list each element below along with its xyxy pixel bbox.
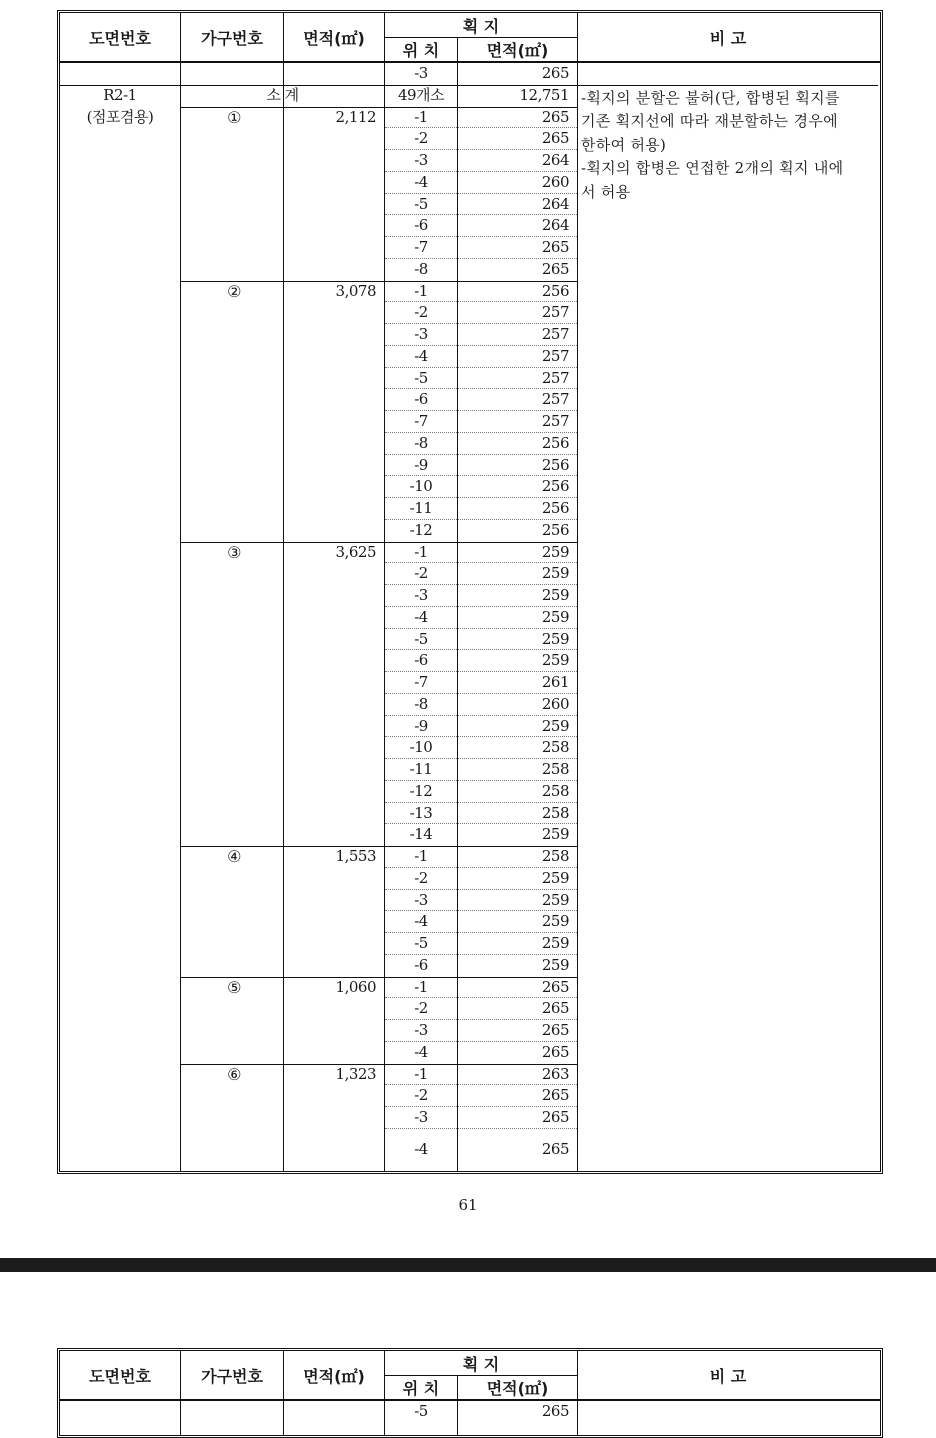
block-number: ⑤: [227, 977, 241, 997]
header-lot-group: 획 지: [462, 16, 500, 36]
lot-location: -1: [414, 107, 428, 126]
lot-location: -4: [414, 912, 428, 931]
drawing-use: (점포겸용): [86, 107, 154, 126]
table-row: [60, 389, 880, 411]
lot-area: 259: [541, 564, 569, 583]
subtotal-count: 49개소: [397, 85, 445, 104]
lot-area: 265: [541, 1402, 569, 1420]
remark-line: -획지의 합병은 연접한 2개의 획지 내에: [581, 159, 844, 178]
lot-area: 259: [541, 716, 569, 735]
block-area: 1,060: [335, 977, 376, 996]
lot-location: -6: [414, 651, 428, 670]
header-drawing-no: 도면번호: [89, 28, 151, 48]
lot-area: 265: [541, 999, 569, 1018]
lot-area: 263: [541, 1064, 569, 1083]
lot-location: -3: [414, 151, 428, 169]
lot-location: -9: [414, 455, 428, 474]
lot-location: -8: [414, 433, 428, 452]
lot-location: -3: [414, 890, 428, 909]
lot-location: -7: [414, 673, 428, 691]
table-row: [60, 476, 880, 498]
lot-location: -3: [414, 1108, 428, 1126]
header-block-no: 가구번호: [201, 1366, 263, 1386]
table-row: [60, 107, 880, 129]
lot-location: -4: [414, 346, 428, 365]
block-area: 3,078: [335, 281, 376, 300]
block-number: ⑥: [227, 1064, 241, 1084]
lot-location: -6: [414, 216, 428, 235]
lot-area: 257: [541, 346, 569, 365]
subtotal-area: 12,751: [519, 85, 569, 104]
table-row: [60, 933, 880, 955]
table-row: [60, 737, 880, 759]
table-row: [60, 1107, 880, 1129]
lot-area: 259: [541, 607, 569, 626]
page-number: 61: [458, 1196, 478, 1214]
block-number: ①: [227, 107, 241, 127]
lot-location: -14: [409, 825, 433, 844]
block-area: 1,323: [335, 1064, 376, 1083]
lot-area: 259: [541, 825, 569, 844]
table-row: [60, 781, 880, 803]
lot-table-next-page: [57, 1348, 883, 1438]
lot-location: -11: [409, 499, 433, 517]
header-remarks: 비 고: [709, 28, 747, 48]
table-row: [60, 585, 880, 607]
lot-location: -2: [414, 1086, 428, 1105]
table-header-next: [60, 1351, 880, 1401]
lot-area: 256: [541, 499, 569, 517]
table-row: [60, 368, 880, 390]
header-location: 위 치: [402, 1378, 440, 1398]
lot-area: 257: [541, 412, 569, 430]
header-lot-area: 면적(㎡): [486, 40, 549, 60]
lot-area: 258: [541, 847, 569, 865]
header-drawing-no: 도면번호: [89, 1366, 151, 1386]
block-area: 2,112: [335, 107, 376, 126]
table-row: [60, 998, 880, 1020]
table-row: [60, 498, 880, 520]
lot-area: 265: [541, 107, 569, 126]
lot-location: -5: [414, 629, 428, 648]
table-row: [60, 607, 880, 629]
lot-area: 259: [541, 651, 569, 670]
lot-area: 259: [541, 955, 569, 974]
lot-area: 265: [541, 64, 569, 82]
table-row: [60, 63, 880, 85]
table-row: [60, 846, 880, 868]
lot-area: 265: [541, 1139, 569, 1158]
table-row: [60, 302, 880, 324]
table-row: [60, 1020, 880, 1042]
lot-location: -3: [414, 64, 428, 82]
table-row: [60, 955, 880, 977]
lot-location: -8: [414, 694, 428, 713]
lot-location: -1: [414, 977, 428, 996]
lot-location: -10: [409, 477, 433, 496]
table-row: [60, 1042, 880, 1064]
table-row: [60, 411, 880, 433]
block-number: ④: [227, 847, 241, 866]
lot-area: 258: [541, 760, 569, 778]
lot-location: -6: [414, 955, 428, 974]
lot-area: 265: [541, 259, 569, 278]
remark-line: 서 허용: [581, 182, 631, 201]
lot-area: 260: [541, 694, 569, 713]
lot-location: -3: [414, 325, 428, 343]
lot-location: -5: [414, 934, 428, 952]
table-row: [60, 215, 880, 237]
lot-location: -4: [414, 1139, 428, 1158]
lot-area: 264: [541, 194, 569, 213]
lot-location: -5: [414, 194, 428, 213]
header-lot-group: 획 지: [462, 1354, 500, 1374]
lot-location: -5: [414, 1402, 428, 1420]
lot-location: -13: [409, 803, 433, 822]
lot-area: 259: [541, 586, 569, 604]
lot-area: 261: [541, 673, 569, 691]
table-row: [60, 716, 880, 738]
lot-area: 256: [541, 477, 569, 496]
header-area: 면적(㎡): [303, 1366, 365, 1386]
header-location: 위 치: [402, 40, 440, 60]
lot-area: 260: [541, 172, 569, 191]
drawing-number: R2-1: [103, 85, 137, 104]
table-row: [60, 563, 880, 585]
table-row: [60, 194, 880, 216]
table-row: [60, 455, 880, 477]
lot-area: 259: [541, 868, 569, 887]
table-row: [60, 520, 880, 542]
lot-area: 265: [541, 1108, 569, 1126]
lot-location: -12: [409, 781, 433, 800]
table-row: [60, 1085, 880, 1107]
table-row: [60, 1064, 880, 1086]
lot-location: -11: [409, 760, 433, 778]
lot-location: -1: [414, 847, 428, 865]
lot-location: -1: [414, 281, 428, 300]
lot-location: -2: [414, 129, 428, 148]
lot-location: -2: [414, 999, 428, 1018]
lot-area: 258: [541, 803, 569, 822]
lot-area: 256: [541, 455, 569, 474]
lot-location: -3: [414, 1021, 428, 1039]
remark-line: 한하여 허용): [581, 135, 667, 154]
lot-location: -5: [414, 368, 428, 387]
table-row: [60, 868, 880, 890]
lot-location: -10: [409, 738, 433, 757]
lot-area: 259: [541, 542, 569, 561]
table-row: [60, 346, 880, 368]
lot-location: -7: [414, 412, 428, 430]
remark-line: -획지의 분할은 불허(단, 합병된 획지를: [581, 88, 840, 107]
lot-location: -3: [414, 586, 428, 604]
lot-location: -7: [414, 238, 428, 256]
lot-location: -8: [414, 259, 428, 278]
lot-area: 256: [541, 433, 569, 452]
table-row: [60, 1401, 880, 1423]
table-row: [60, 759, 880, 781]
table-row: [60, 259, 880, 281]
lot-location: -2: [414, 564, 428, 583]
table-row: [60, 824, 880, 846]
block-number: ②: [227, 281, 241, 301]
lot-area: 264: [541, 216, 569, 235]
lot-area: 257: [541, 325, 569, 343]
lot-table: [57, 10, 883, 1174]
table-row: [60, 433, 880, 455]
remark-line: 기존 획지선에 따라 재분할하는 경우에: [581, 112, 838, 131]
lot-area: 265: [541, 1086, 569, 1105]
table-row: [60, 672, 880, 694]
subtotal-label: 소 계: [266, 85, 299, 104]
lot-area: 259: [541, 629, 569, 648]
lot-location: -1: [414, 542, 428, 561]
block-number: ③: [227, 542, 241, 562]
table-row: [60, 172, 880, 194]
header-area: 면적(㎡): [303, 28, 365, 48]
lot-area: 264: [541, 151, 569, 169]
table-row: [60, 803, 880, 825]
table-row: [60, 281, 880, 303]
lot-area: 259: [541, 934, 569, 952]
table-row: [60, 890, 880, 912]
page-separator: [0, 1258, 936, 1272]
header-block-no: 가구번호: [201, 28, 263, 48]
lot-location: -6: [414, 390, 428, 409]
table-row: [60, 150, 880, 172]
header-remarks: 비 고: [709, 1366, 747, 1386]
table-row: [60, 542, 880, 564]
table-row: [60, 324, 880, 346]
lot-location: -12: [409, 520, 433, 539]
lot-area: 256: [541, 281, 569, 300]
lot-area: 265: [541, 129, 569, 148]
table-row: [60, 650, 880, 672]
lot-area: 257: [541, 303, 569, 322]
table-header: [60, 13, 880, 63]
lot-area: 265: [541, 238, 569, 256]
lot-area: 265: [541, 1042, 569, 1061]
lot-location: -2: [414, 868, 428, 887]
table-row: [60, 694, 880, 716]
table-row: [60, 237, 880, 259]
lot-area: 257: [541, 368, 569, 387]
lot-area: 265: [541, 977, 569, 996]
lot-location: -2: [414, 303, 428, 322]
lot-location: -9: [414, 716, 428, 735]
lot-location: -4: [414, 607, 428, 626]
table-row: [60, 629, 880, 651]
lot-location: -1: [414, 1064, 428, 1083]
lot-area: 258: [541, 781, 569, 800]
table-row: [60, 1129, 880, 1170]
lot-area: 265: [541, 1021, 569, 1039]
lot-area: 257: [541, 390, 569, 409]
lot-area: 258: [541, 738, 569, 757]
block-area: 1,553: [335, 847, 376, 865]
lot-area: 256: [541, 520, 569, 539]
lot-location: -4: [414, 172, 428, 191]
lot-location: -4: [414, 1042, 428, 1061]
header-lot-area: 면적(㎡): [486, 1378, 549, 1398]
block-area: 3,625: [335, 542, 376, 561]
lot-area: 259: [541, 890, 569, 909]
lot-area: 259: [541, 912, 569, 931]
table-row: [60, 128, 880, 150]
table-row: [60, 977, 880, 999]
table-row: [60, 911, 880, 933]
